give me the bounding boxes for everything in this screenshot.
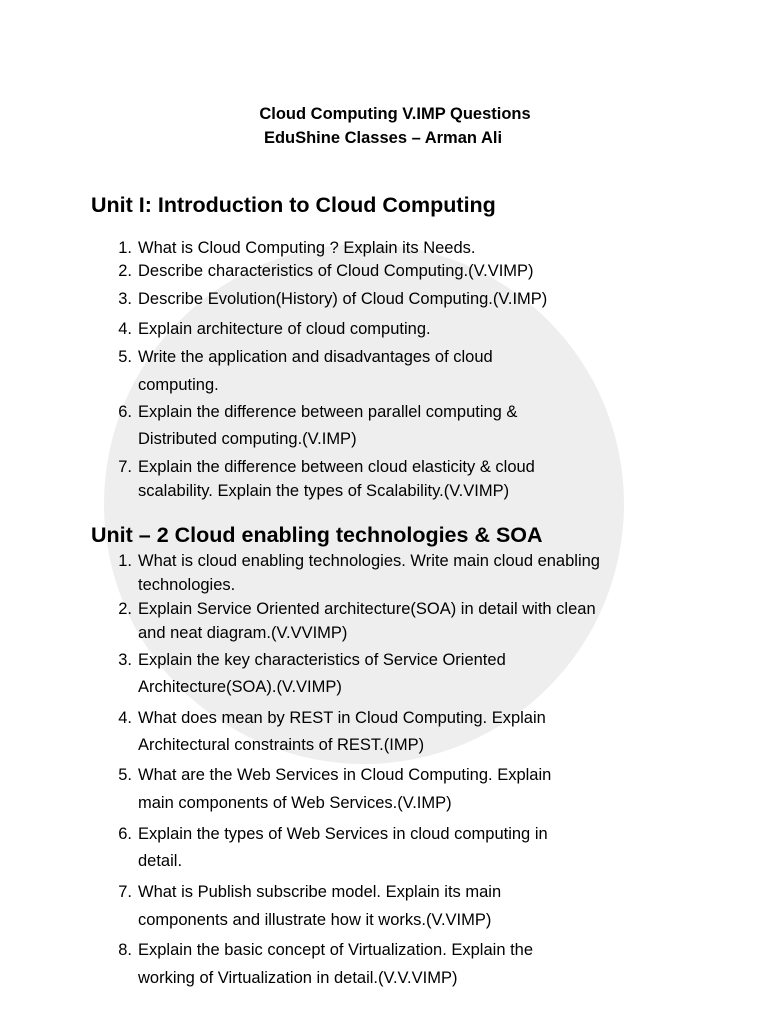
question-number: 5. [118,348,132,366]
question-text: What is cloud enabling technologies. Write main cloud enabling technologies. [138,552,600,594]
question-text: Explain Service Oriented architecture(SOA) in detail with clean and neat diagram.(V.VVIMP) [138,600,596,642]
question-number: 5. [118,766,132,784]
question-number: 1. [118,552,132,570]
question-text: Explain the basic concept of Virtualization. Explain the working of Virtualization in detail.(V.V.VIMP) [138,941,534,987]
question-text: Describe characteristics of Cloud Computing.(V.VIMP) [138,262,534,280]
unit-2-heading: Unit – 2 Cloud enabling technologies & SOA [91,523,543,547]
question-text: Explain the difference between parallel computing & Distributed computing.(V.IMP) [138,403,518,448]
question-text: Write the application and disadvantages of cloud computing. [138,348,493,394]
unit-1-heading: Unit I: Introduction to Cloud Computing [91,193,496,217]
question-number: 2. [118,262,132,280]
question-number: 1. [118,239,132,257]
question-number: 3. [118,651,132,669]
document-title: Cloud Computing V.IMP Questions [259,105,531,123]
question-number: 4. [118,709,132,727]
question-text: What does mean by REST in Cloud Computing. Explain Architectural constraints of REST.(IMP) [138,709,546,754]
question-text: Explain architecture of cloud computing. [138,320,431,338]
question-number: 3. [118,290,132,308]
question-number: 4. [118,320,132,338]
question-text: Explain the difference between cloud elasticity & cloud scalability. Explain the types of Scalability.(V.VIMP) [138,458,535,500]
question-number: 6. [118,825,132,843]
question-number: 7. [118,458,132,476]
question-text: Describe Evolution(History) of Cloud Computing.(V.IMP) [138,290,548,308]
question-number: 2. [118,600,132,618]
question-text: Explain the types of Web Services in cloud computing in detail. [138,825,548,870]
question-text: What are the Web Services in Cloud Computing. Explain main components of Web Services.(V.IMP) [138,766,552,812]
document-subtitle: EduShine Classes – Arman Ali [263,129,503,147]
question-text: What is Publish subscribe model. Explain its main components and illustrate how it works.(V.VIMP) [138,883,502,929]
question-number: 6. [118,403,132,421]
question-text: What is Cloud Computing ? Explain its Needs. [138,239,476,257]
question-number: 8. [118,941,132,959]
question-number: 7. [118,883,132,901]
question-text: Explain the key characteristics of Service Oriented Architecture(SOA).(V.VIMP) [138,651,506,696]
